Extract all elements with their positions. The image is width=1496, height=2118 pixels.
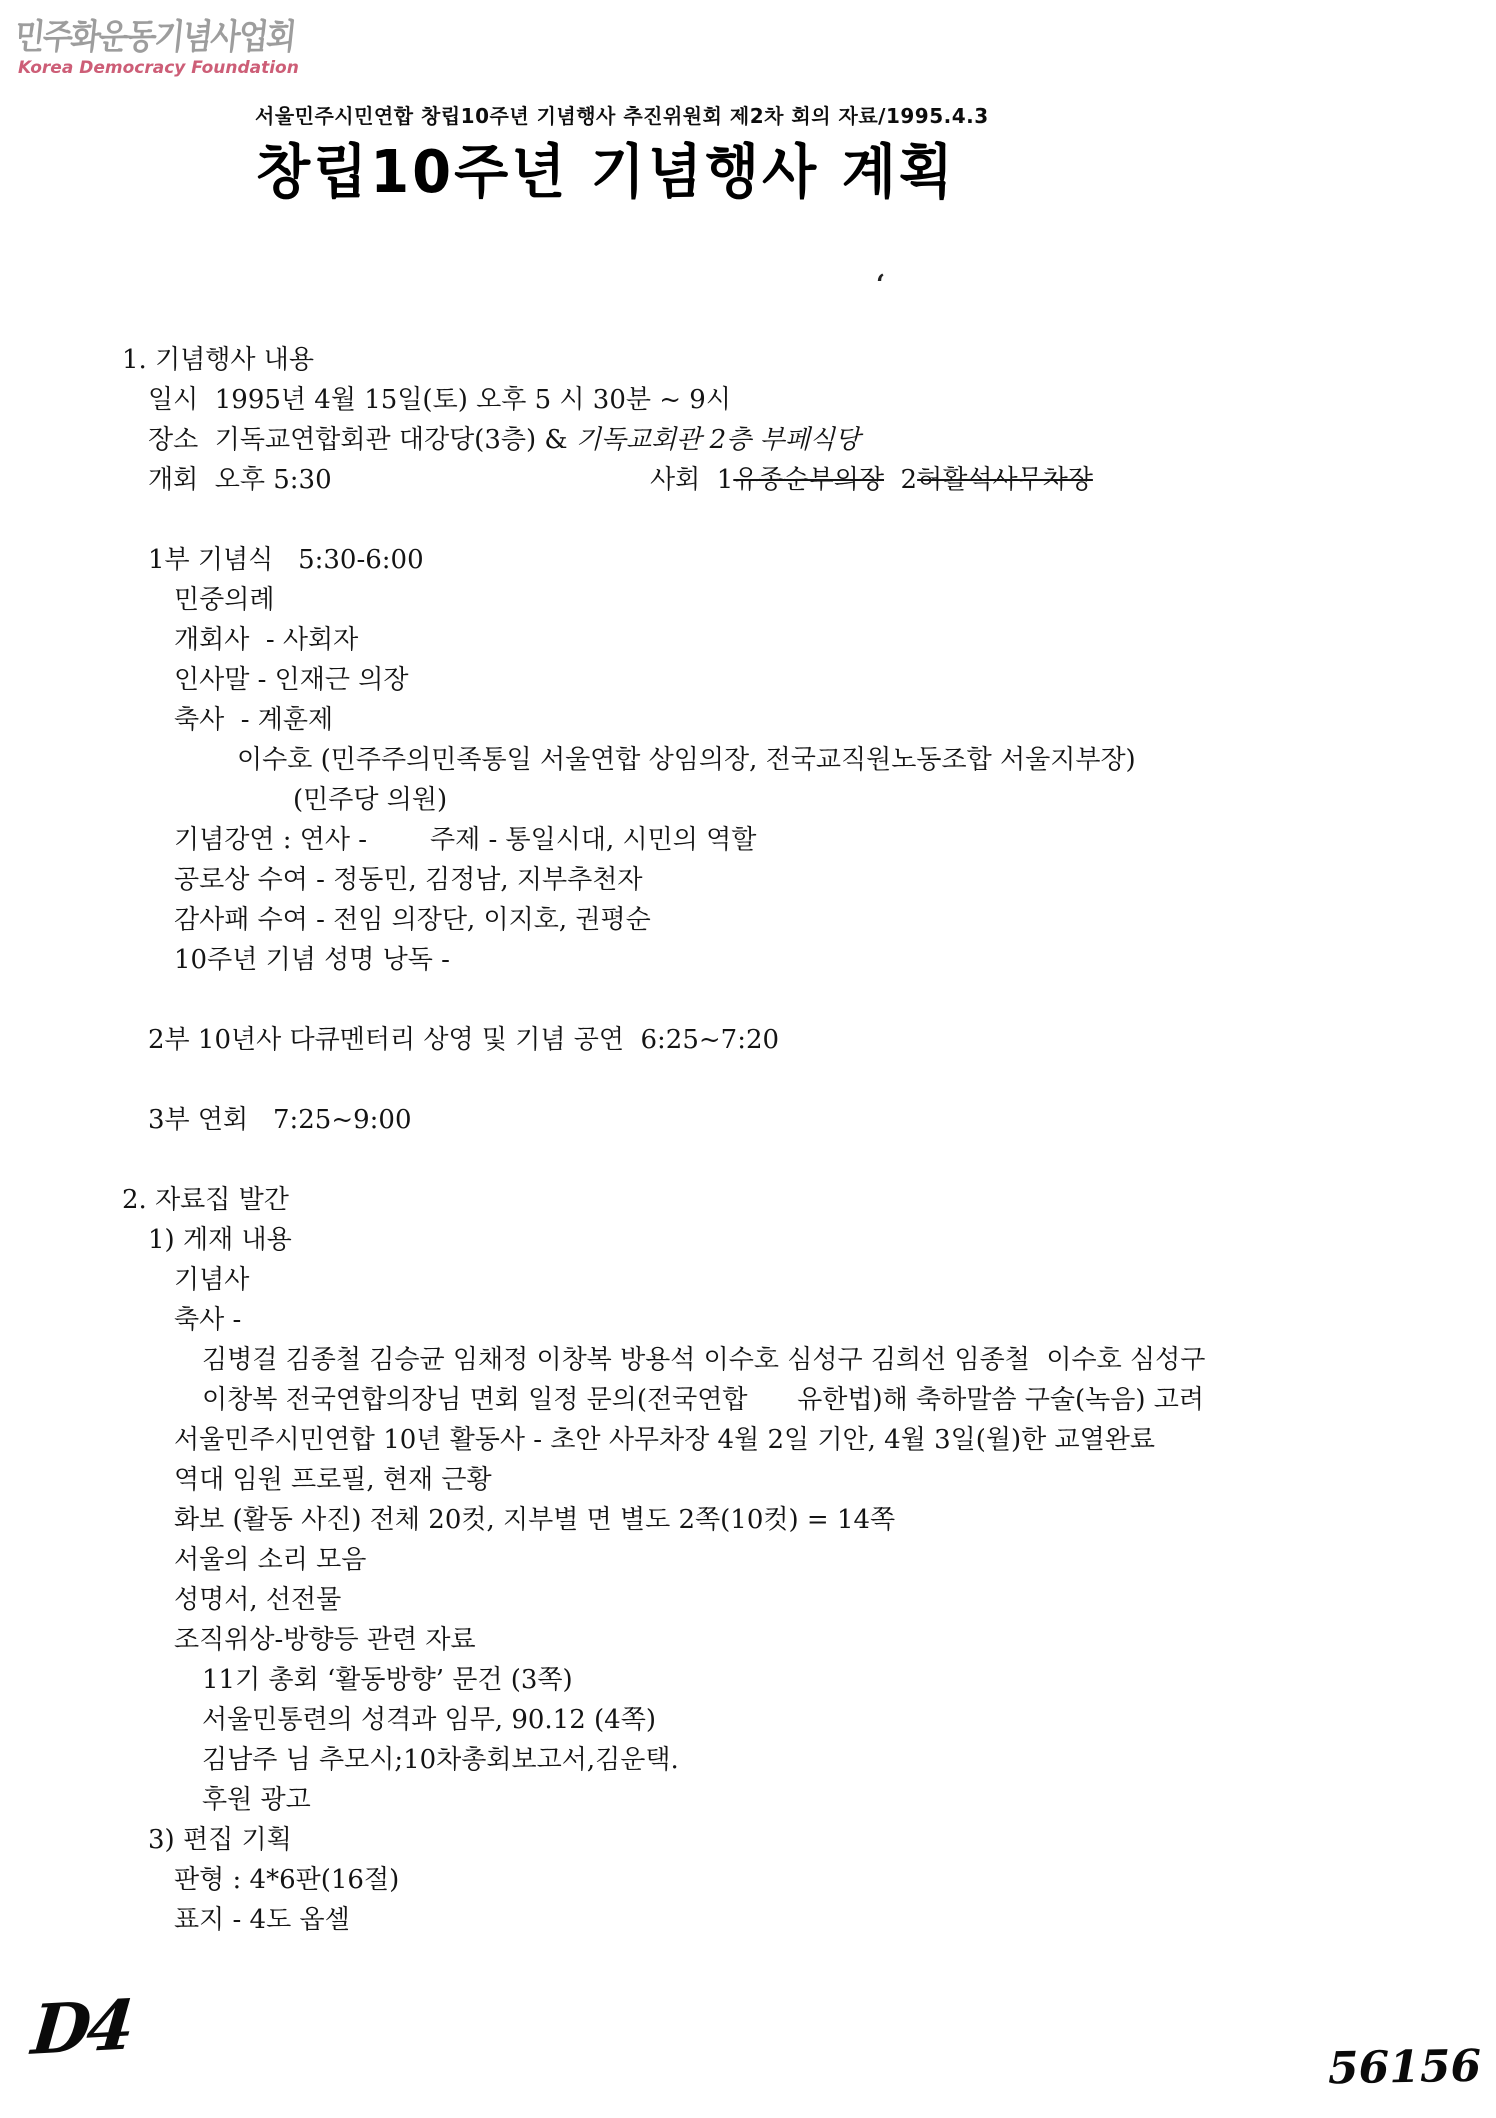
document-line [0,1700,1496,1740]
document-body [0,340,1496,1940]
document-line [0,1500,1496,1540]
document-line [0,1620,1496,1660]
line-text: 주제 - 통일시대, 시민의 역할 [430,825,757,855]
document-line [0,420,1496,460]
line-text: 김병걸 김종철 김승균 임채정 이창복 방용석 이수호 심성구 김희선 임종철 이수호 심성구 [202,1345,1206,1375]
line-text: 10주년 기념 성명 낭독 - [174,945,450,975]
line-text [430,820,756,860]
document-line [0,1580,1496,1620]
line-text: 장소 기독교연합회관 대강당(3층) & [148,425,576,455]
document-line [0,1740,1496,1780]
line-text: 서울의 소리 모음 [174,1545,367,1575]
line-text: 2. 자료집 발간 [122,1185,289,1215]
line-text: 축사 - 계훈제 [174,705,334,735]
document-line [0,820,1496,860]
document-line [0,460,1496,500]
line-text: 공로상 수여 - 정동민, 김정남, 지부추천자 [174,865,643,895]
document-line [0,1020,1496,1060]
document-line [0,700,1496,740]
document-line [0,1380,1496,1420]
line-text: 기념사 [174,1265,250,1295]
line-text: (민주당 의원) [293,785,448,815]
line-text: 이수호 (민주주의민족통일 서울연합 상임의장, 전국교직원노동조합 서울지부장) [237,745,1136,775]
line-text: 성명서, 선전물 [174,1585,342,1615]
line-text: 인사말 - 인재근 의장 [174,665,409,695]
line-text: 3부 연회 7:25~9:00 [148,1105,412,1135]
document-line [0,1900,1496,1940]
line-text: 서울민주시민연합 10년 활동사 - 초안 사무차장 4월 2일 기안, 4월 3일(월)한 교열완료 [174,1425,1155,1455]
handwritten-archive-number: 56156 [1327,2040,1482,2095]
line-text: 김남주 님 추모시;10차총회보고서,김운택. [202,1745,679,1775]
page-title: 창립10주년 기념행사 계획 [256,138,956,207]
line-text: 일시 1995년 4월 15일(토) 오후 5 시 30분 ~ 9시 [148,385,731,415]
document-line [0,900,1496,940]
line-text: 민중의례 [174,585,275,615]
line-text: 11기 총회 ‘활동방향’ 문건 (3쪽) [202,1665,573,1695]
document-line [0,780,1496,820]
line-text: 서울민통련의 성격과 임무, 90.12 (4쪽) [202,1705,656,1735]
line-text: 기독교회관 2층 부페식당 [575,425,861,455]
document-line [0,1460,1496,1500]
line-text: 기념강연 : 연사 - [174,825,368,855]
line-text: 개회 오후 5:30 [148,465,332,495]
line-text: 2 [884,465,918,495]
logo-korean-text: 민주화운동기념사업회 [12,16,297,58]
document-line [0,620,1496,660]
document-line [0,1860,1496,1900]
line-text: 조직위상-방향등 관련 자료 [174,1625,476,1655]
line-text: 2부 10년사 다큐멘터리 상영 및 기념 공연 6:25~7:20 [148,1025,780,1055]
document-line [0,1300,1496,1340]
document-line [0,1260,1496,1300]
line-text: 허활석사무차장 [917,465,1093,495]
document-line [0,540,1496,580]
document-line [0,340,1496,380]
document-line [0,1340,1496,1380]
line-text: 유종순부의장 [733,465,885,495]
document-line [0,1660,1496,1700]
logo-english-text: Korea Democracy Foundation [18,58,299,78]
line-text: 화보 (활동 사진) 전체 20컷, 지부별 면 별도 2쪽(10컷) = 14쪽 [174,1505,896,1535]
line-text: 사회 1 [650,465,734,495]
stray-scan-mark: ‘ [876,270,886,300]
line-text: 1) 게재 내용 [148,1225,292,1255]
document-line [0,1180,1496,1220]
document-line [0,860,1496,900]
line-text: 감사패 수여 - 전임 의장단, 이지호, 권평순 [174,905,651,935]
line-text: 1. 기념행사 내용 [122,345,315,375]
line-text: 후원 광고 [202,1785,311,1815]
line-text: 표지 - 4도 옵셀 [174,1905,350,1935]
line-text: 축사 - [174,1305,242,1335]
line-text: 이창복 전국연합의장님 면회 일정 문의(전국연합 유한법)해 축하말씀 구술(녹음) 고려 [202,1385,1204,1415]
handwritten-page-code: D4 [28,1985,134,2071]
document-line [0,1780,1496,1820]
document-line [0,1220,1496,1260]
line-text: 개회사 - 사회자 [174,625,359,655]
line-text: 판형 : 4*6판(16절) [174,1865,400,1895]
line-text: 3) 편집 기획 [148,1825,292,1855]
document-line [0,1100,1496,1140]
document-line [0,1820,1496,1860]
document-line [0,380,1496,420]
korea-democracy-foundation-logo [12,8,299,78]
document-line [0,1420,1496,1460]
document-line [0,660,1496,700]
line-text [650,460,1093,500]
document-line [0,580,1496,620]
line-text: 역대 임원 프로필, 현재 근황 [174,1465,492,1495]
document-line [0,940,1496,980]
meeting-meta-line: 서울민주시민연합 창립10주년 기념행사 추진위원회 제2차 회의 자료/1995.4.3 [255,104,989,128]
document-line [0,1540,1496,1580]
line-text: 1부 기념식 5:30-6:00 [148,545,424,575]
document-line [0,740,1496,780]
